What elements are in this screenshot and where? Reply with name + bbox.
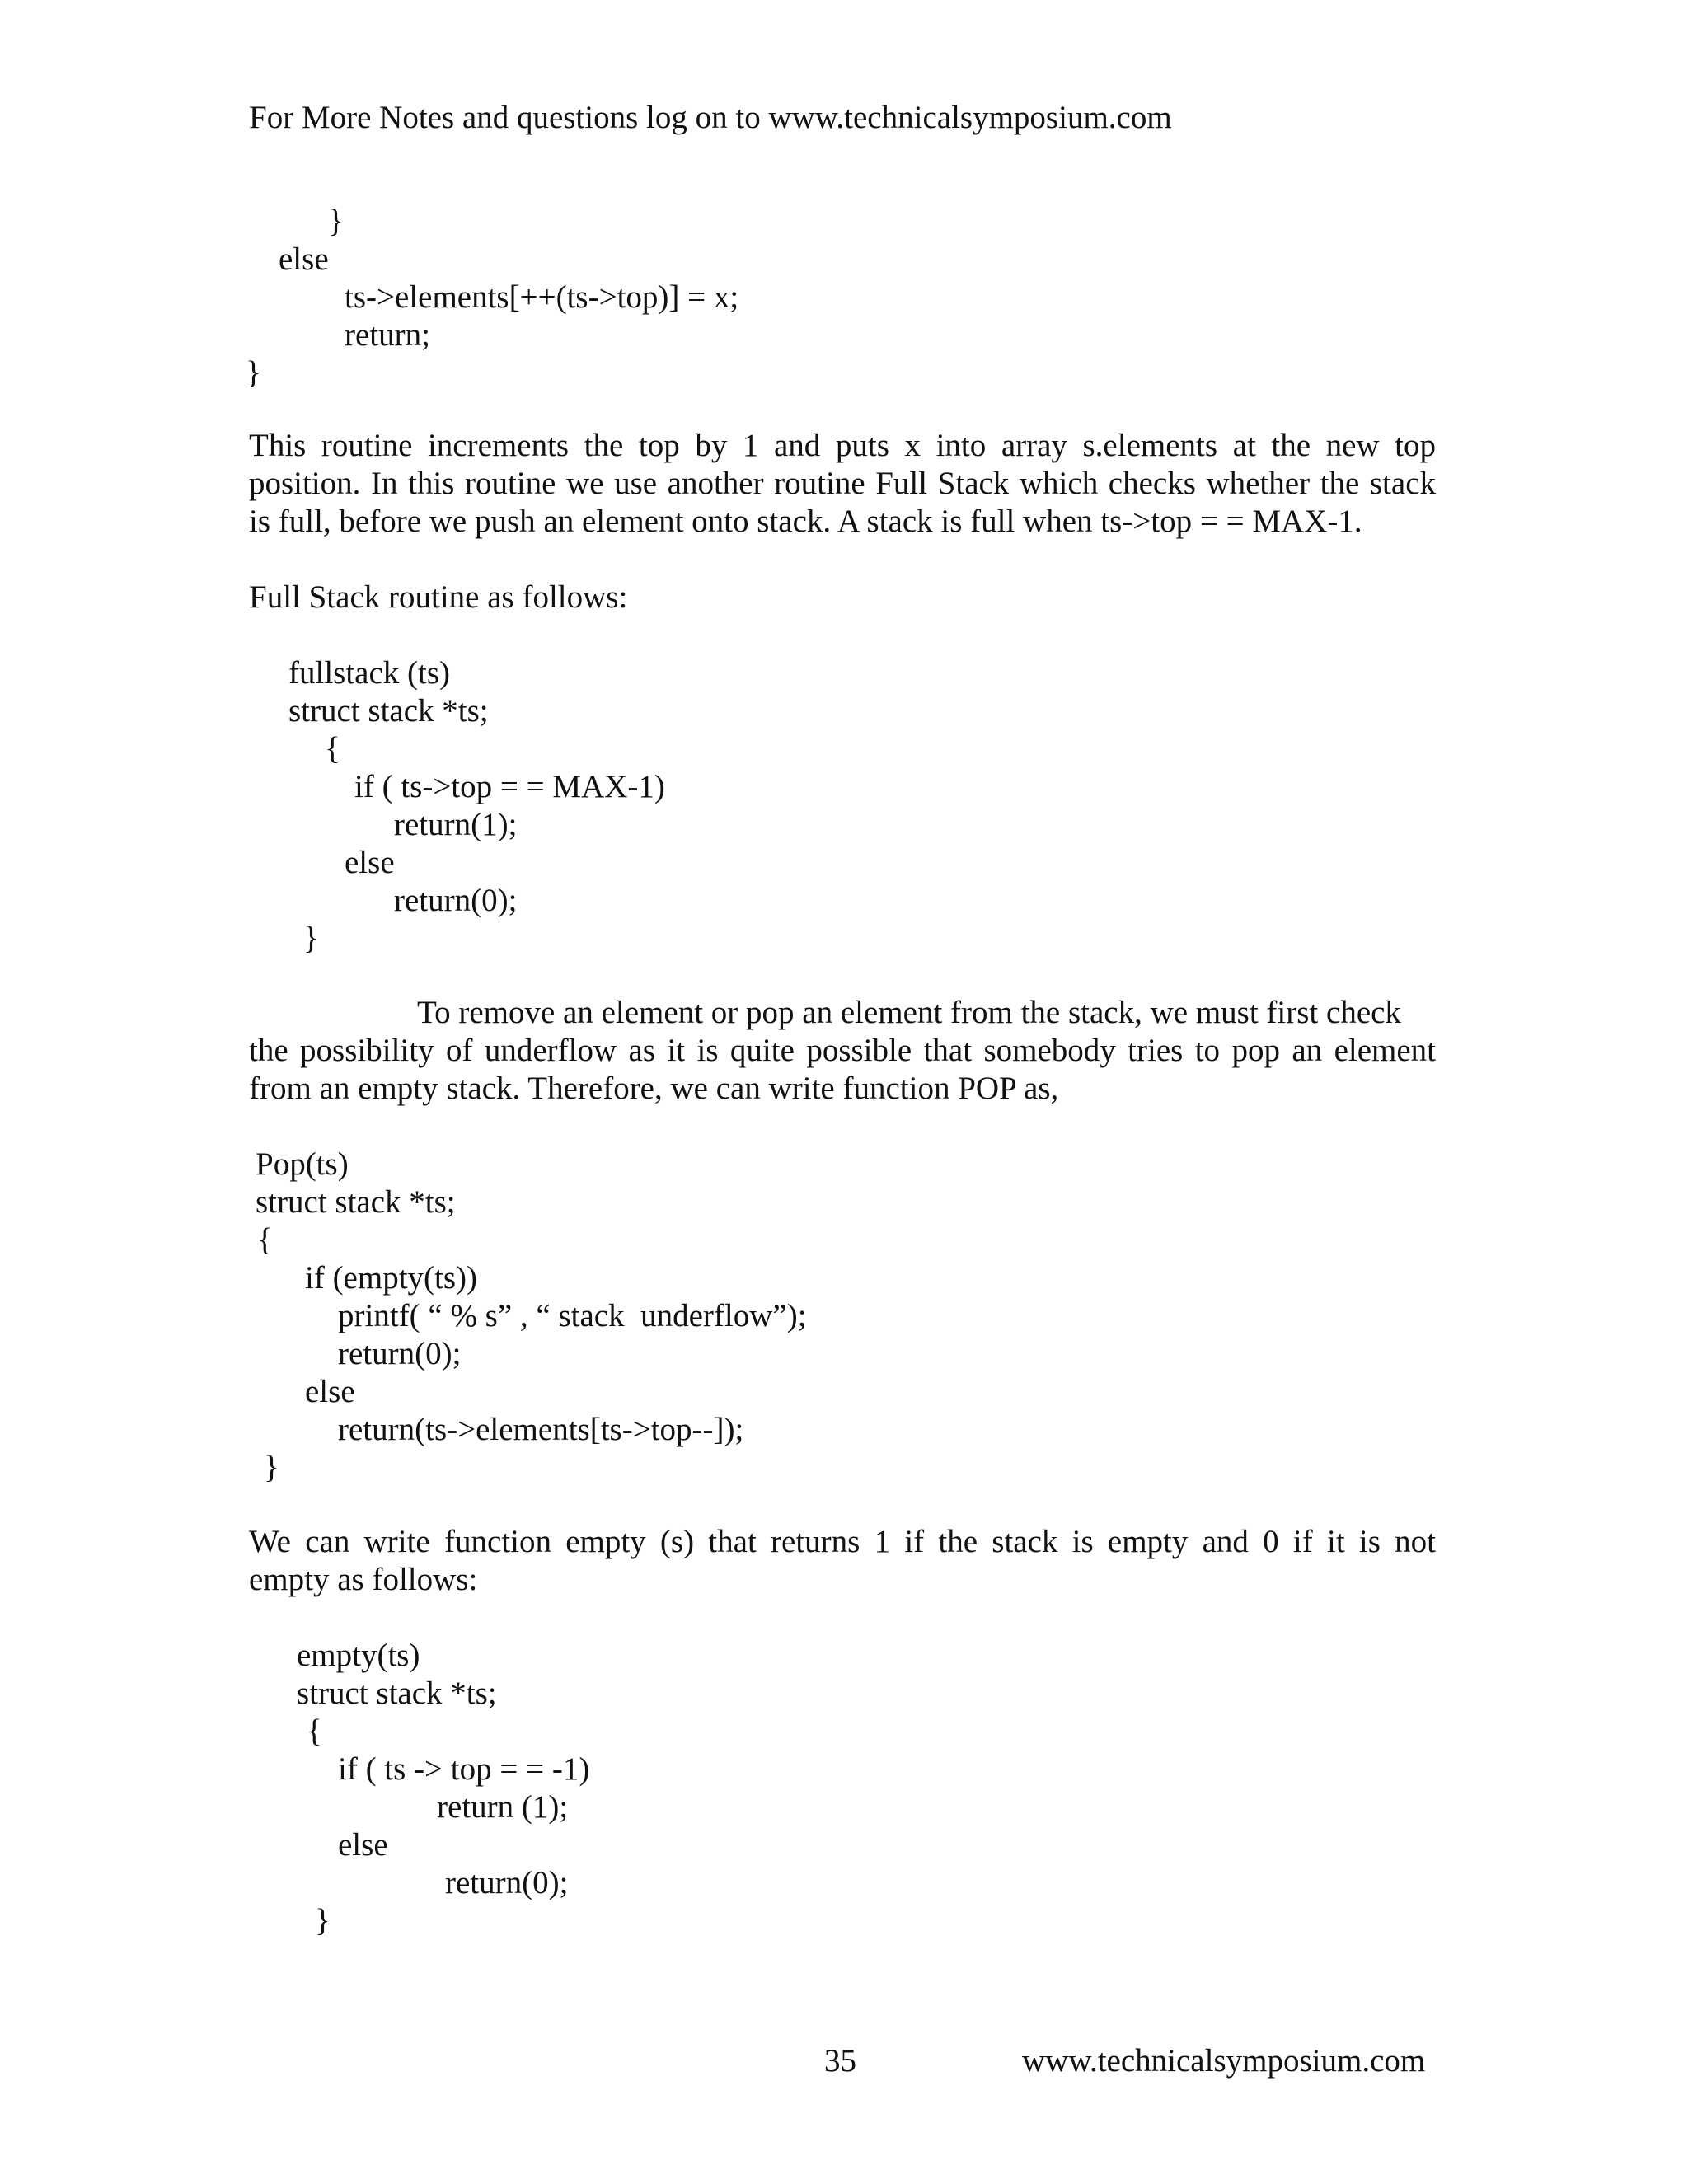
code-line: return(ts->elements[ts->top--]); bbox=[338, 1412, 744, 1447]
paragraph-line: empty as follows: bbox=[249, 1562, 478, 1597]
code-line: ts->elements[++(ts->top)] = x; bbox=[345, 279, 739, 315]
footer-website: www.technicalsymposium.com bbox=[1022, 2043, 1426, 2079]
code-line: else bbox=[279, 241, 329, 277]
paragraph-line: is full, before we push an element onto stack. A stack is full when ts->top = = MAX-1. bbox=[249, 504, 1362, 539]
code-line: if ( ts -> top = = -1) bbox=[338, 1751, 590, 1787]
page-number: 35 bbox=[824, 2043, 856, 2079]
code-line: return(1); bbox=[394, 807, 518, 842]
code-line: } bbox=[246, 355, 261, 391]
code-line: return; bbox=[345, 317, 430, 353]
paragraph-line: We can write function empty (s) that returns 1 if the stack is empty and 0 if it is not bbox=[249, 1524, 1436, 1559]
code-line: else bbox=[345, 845, 395, 880]
code-line: return(0); bbox=[338, 1336, 462, 1371]
paragraph-line: from an empty stack. Therefore, we can write function POP as, bbox=[249, 1071, 1059, 1106]
code-line: } bbox=[328, 204, 344, 239]
code-line: else bbox=[338, 1827, 388, 1863]
code-line: return(0); bbox=[394, 883, 518, 918]
paragraph-line: To remove an element or pop an element from the stack, we must first check bbox=[417, 995, 1401, 1030]
code-line: { bbox=[325, 731, 340, 766]
paragraph-fullstack-intro: Full Stack routine as follows: bbox=[249, 579, 628, 615]
code-line: } bbox=[303, 921, 319, 956]
code-line: } bbox=[264, 1450, 279, 1485]
paragraph-line: position. In this routine we use another routine Full Stack which checks whether the stack bbox=[249, 466, 1436, 501]
paragraph-line: This routine increments the top by 1 and puts x into array s.elements at the new top bbox=[249, 428, 1436, 463]
code-line: empty(ts) bbox=[297, 1638, 420, 1673]
code-line: struct stack *ts; bbox=[297, 1675, 497, 1711]
code-line: { bbox=[257, 1222, 273, 1258]
paragraph-line: the possibility of underflow as it is quite possible that somebody tries to pop an element bbox=[249, 1033, 1436, 1068]
code-line: printf( “ % s” , “ stack underflow”); bbox=[338, 1298, 807, 1333]
code-line: if (empty(ts)) bbox=[305, 1260, 478, 1296]
paragraph-empty-explanation bbox=[249, 1523, 1436, 1599]
code-line: else bbox=[305, 1374, 355, 1409]
code-line: return (1); bbox=[437, 1789, 569, 1825]
paragraph-push-explanation bbox=[249, 427, 1436, 541]
code-line: struct stack *ts; bbox=[288, 693, 489, 729]
code-line: if ( ts->top = = MAX-1) bbox=[354, 769, 665, 804]
page-header: For More Notes and questions log on to www.technicalsymposium.com bbox=[249, 100, 1172, 135]
code-line: { bbox=[307, 1713, 322, 1749]
code-line: fullstack (ts) bbox=[288, 655, 451, 691]
code-line: } bbox=[315, 1903, 331, 1938]
code-line: Pop(ts) bbox=[256, 1146, 349, 1182]
paragraph-pop-explanation bbox=[249, 994, 1436, 1108]
code-line: struct stack *ts; bbox=[256, 1184, 456, 1220]
code-line: return(0); bbox=[445, 1865, 569, 1900]
